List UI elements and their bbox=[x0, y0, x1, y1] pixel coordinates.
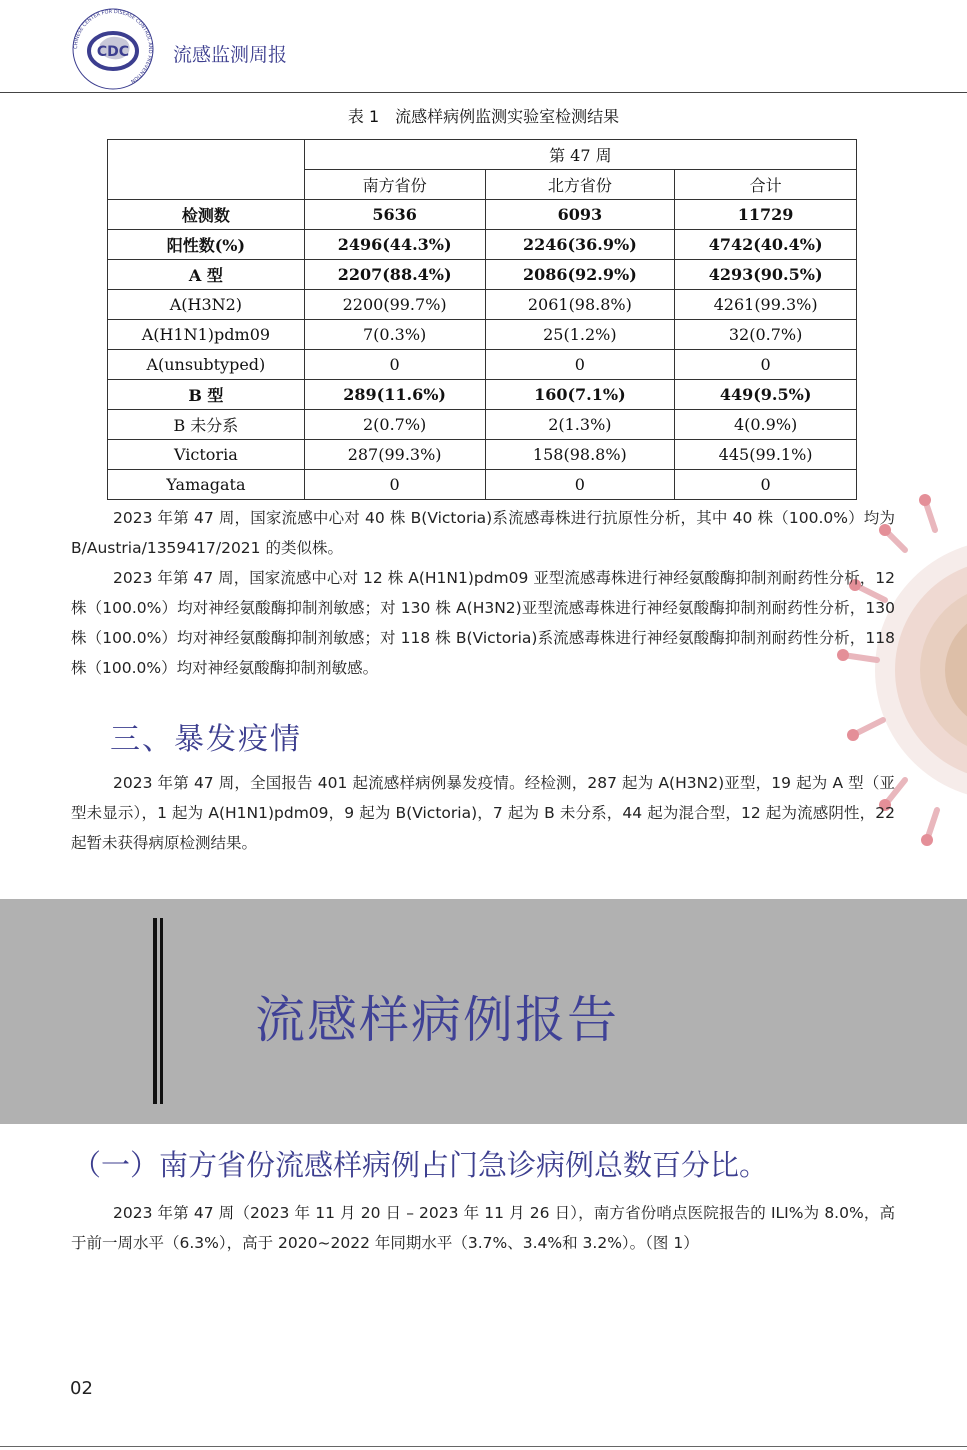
table-cell: 7(0.3%) bbox=[304, 320, 485, 350]
table-week-header: 第 47 周 bbox=[304, 140, 856, 170]
row-label: B 型 bbox=[108, 380, 305, 410]
table-row bbox=[108, 290, 857, 320]
outbreak-paragraph: 2023 年第 47 周，全国报告 401 起流感样病例暴发疫情。经检测，287 起为 A(H3N2)亚型，19 起为 A 型（亚型未显示），1 起为 A(H1N1)pdm09，9 起为 B(Victoria)，7 起为 B 未分系，44 起为混合型，12 起为流感阴性，22 起暂未获得病原检测结果。 bbox=[71, 774, 895, 852]
table-cell: 4742(40.4%) bbox=[675, 230, 857, 260]
table-cell: 158(98.8%) bbox=[485, 440, 675, 470]
subsection-heading: （一）南方省份流感样病例占门急诊病例总数百分比。 bbox=[72, 1148, 769, 1182]
column-header: 合计 bbox=[675, 170, 857, 200]
ili-paragraph: 2023 年第 47 周（2023 年 11 月 20 日 – 2023 年 11 月 26 日），南方省份哨点医院报告的 ILI%为 8.0%，高于前一周水平（6.3%），高于 2020~2022 年同期水平（3.7%、3.4%和 3.2%）。（图 1） bbox=[71, 1204, 895, 1252]
table-cell: 5636 bbox=[304, 200, 485, 230]
table-caption: 表 1 流感样病例监测实验室检测结果 bbox=[347, 107, 620, 126]
row-label: Victoria bbox=[108, 440, 305, 470]
header-title: 流感监测周报 bbox=[173, 44, 288, 66]
row-label: A(unsubtyped) bbox=[108, 350, 305, 380]
row-label: Yamagata bbox=[108, 470, 305, 500]
page-header bbox=[0, 0, 967, 94]
row-label: A 型 bbox=[108, 260, 305, 290]
banner-title: 流感样病例报告 bbox=[255, 991, 619, 1049]
row-label: 检测数 bbox=[108, 200, 305, 230]
table-cell: 287(99.3%) bbox=[304, 440, 485, 470]
table-cell: 0 bbox=[485, 350, 675, 380]
banner-accent-bar bbox=[153, 918, 157, 1104]
table-cell: 2(1.3%) bbox=[485, 410, 675, 440]
table-row bbox=[108, 230, 857, 260]
table-cell: 2246(36.9%) bbox=[485, 230, 675, 260]
column-header: 南方省份 bbox=[304, 170, 485, 200]
row-label: 阳性数(%) bbox=[108, 230, 305, 260]
table-row bbox=[108, 440, 857, 470]
row-label: B 未分系 bbox=[108, 410, 305, 440]
table-row bbox=[108, 470, 857, 500]
table-cell: 2061(98.8%) bbox=[485, 290, 675, 320]
table-row bbox=[108, 380, 857, 410]
table-cell: 445(99.1%) bbox=[675, 440, 857, 470]
table-cell: 0 bbox=[304, 470, 485, 500]
logo-text: CDC bbox=[96, 44, 130, 60]
page-number: 02 bbox=[70, 1378, 93, 1399]
table-cell: 0 bbox=[485, 470, 675, 500]
header-divider bbox=[0, 92, 967, 93]
column-header: 北方省份 bbox=[485, 170, 675, 200]
banner-accent-bar bbox=[160, 918, 163, 1104]
table-row bbox=[108, 320, 857, 350]
cdc-logo bbox=[70, 6, 156, 92]
table-row bbox=[108, 410, 857, 440]
row-label: A(H3N2) bbox=[108, 290, 305, 320]
table-cell: 32(0.7%) bbox=[675, 320, 857, 350]
logo-ring-text: CHINESE CENTER FOR DISEASE CONTROL AND PREVENTION bbox=[72, 8, 154, 84]
antigenic-analysis-paragraph: 2023 年第 47 周，国家流感中心对 40 株 B(Victoria)系流感毒株进行抗原性分析，其中 40 株（100.0%）均为 B/Austria/1359417/2021 的类似株。 bbox=[71, 509, 895, 557]
table-cell: 4(0.9%) bbox=[675, 410, 857, 440]
table-row bbox=[108, 260, 857, 290]
table-cell: 2207(88.4%) bbox=[304, 260, 485, 290]
table-cell: 449(9.5%) bbox=[675, 380, 857, 410]
table-cell: 4293(90.5%) bbox=[675, 260, 857, 290]
table-cell: 2200(99.7%) bbox=[304, 290, 485, 320]
table-row bbox=[108, 350, 857, 380]
table-cell: 25(1.2%) bbox=[485, 320, 675, 350]
lab-results-table bbox=[107, 139, 857, 500]
table-cell: 0 bbox=[675, 470, 857, 500]
table-cell: 160(7.1%) bbox=[485, 380, 675, 410]
table-cell: 4261(99.3%) bbox=[675, 290, 857, 320]
table-corner-cell bbox=[108, 140, 305, 200]
table-cell: 11729 bbox=[675, 200, 857, 230]
drug-resistance-paragraph: 2023 年第 47 周，国家流感中心对 12 株 A(H1N1)pdm09 亚型流感毒株进行神经氨酸酶抑制剂耐药性分析，12 株（100.0%）均对神经氨酸酶抑制剂敏感；对 130 株 A(H3N2)亚型流感毒株进行神经氨酸酶抑制剂耐药性分析，130 株（100.0%）均对神经氨酸酶抑制剂敏感；对 118 株 B(Victoria)系流感毒株进行神经氨酸酶抑制剂耐药性分析，118 株（100.0%）均对神经氨酸酶抑制剂敏感。 bbox=[71, 569, 895, 677]
footer-divider bbox=[0, 1446, 967, 1447]
table-row bbox=[108, 200, 857, 230]
table-cell: 0 bbox=[675, 350, 857, 380]
table-cell: 2(0.7%) bbox=[304, 410, 485, 440]
table-cell: 289(11.6%) bbox=[304, 380, 485, 410]
table-cell: 6093 bbox=[485, 200, 675, 230]
table-cell: 2086(92.9%) bbox=[485, 260, 675, 290]
table-body bbox=[108, 200, 857, 500]
table-cell: 2496(44.3%) bbox=[304, 230, 485, 260]
section-heading-outbreaks: 三、暴发疫情 bbox=[110, 722, 302, 757]
table-cell: 0 bbox=[304, 350, 485, 380]
row-label: A(H1N1)pdm09 bbox=[108, 320, 305, 350]
